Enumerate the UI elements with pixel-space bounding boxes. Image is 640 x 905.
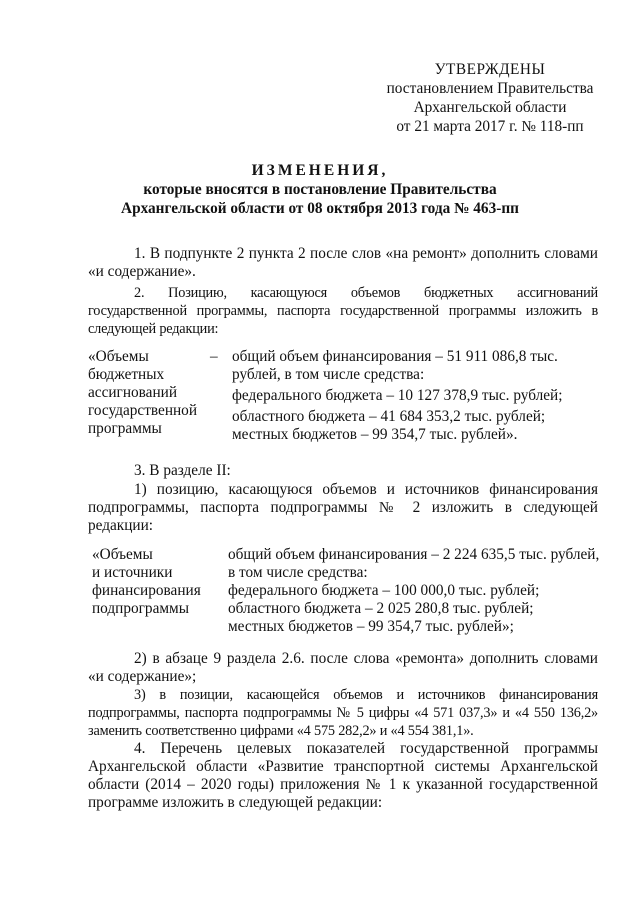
paragraph-item-3-heading: 3. В разделе II: <box>134 462 231 479</box>
table2-value <box>228 546 599 636</box>
table2-label-line: подпрограммы <box>92 600 190 617</box>
paragraph-item-4: 4. Перечень целевых показателей государственной программы Архангельской области «Развитие транспортной системы Архангельской области (2014 – 2020 годы) приложения № 1 к указанной государственной программе изложить в следующей редакции: <box>88 740 598 811</box>
approval-line: Архангельской области <box>413 99 567 116</box>
table1-value-line: местных бюджетов – 99 354,7 тыс. рублей». <box>232 426 518 443</box>
paragraph-item-3-3: 3) в позиции, касающейся объемов и источников финансирования подпрограммы, паспорта подпрограммы № 5 цифры «4 571 037,3» и «4 550 136,2» заменить соответственно цифрами «4 575 282,2» и «4 554 381,1». <box>88 687 598 739</box>
table1-label-line: ассигнований <box>88 384 178 401</box>
table2-value-line: местных бюджетов – 99 354,7 тыс. рублей»; <box>228 618 514 635</box>
paragraph-item-1: 1. В подпункте 2 пункта 2 после слов «на ремонт» дополнить словами «и содержание». <box>88 245 598 280</box>
table1-value-line: областного бюджета – 41 684 353,2 тыс. рублей; <box>232 408 546 425</box>
approval-line: постановлением Правительства <box>386 80 594 97</box>
table2-value-line: общий объем финансирования – 2 224 635,5 тыс. рублей, <box>228 546 600 563</box>
table1-label-line: программы <box>88 420 162 437</box>
table1-value-line: федерального бюджета – 10 127 378,9 тыс. рублей; <box>232 387 563 404</box>
document-subtitle: Архангельской области от 08 октября 2013 года № 463-пп <box>121 200 519 217</box>
approval-heading: УТВЕРЖДЕНЫ <box>434 61 546 78</box>
table1-label <box>88 348 197 438</box>
table2-value-line: областного бюджета – 2 025 280,8 тыс. рублей; <box>228 600 534 617</box>
table2-label <box>92 546 201 618</box>
table1-label-line: «Объемы <box>88 348 149 365</box>
table1-value <box>232 348 562 444</box>
table1-value-line: общий объем финансирования – 51 911 086,8 тыс. <box>232 348 558 365</box>
document-subtitle: которые вносятся в постановление Правительства <box>143 181 497 198</box>
table1-dash: – <box>210 348 218 365</box>
table2-label-line: «Объемы <box>92 546 153 563</box>
table1-label-line: бюджетных <box>88 366 165 383</box>
paragraph-item-3-2: 2) в абзаце 9 раздела 2.6. после слова «ремонта» дополнить словами «и содержание»; <box>88 650 598 685</box>
table2-value-line: федерального бюджета – 100 000,0 тыс. рублей; <box>228 582 540 599</box>
paragraph-item-2: 2. Позицию, касающуюся объемов бюджетных ассигнований государственной программы, паспорта государственной программы изложить в следующей редакции: <box>88 285 598 337</box>
table1-label-line: государственной <box>88 402 198 419</box>
paragraph-item-3-1: 1) позицию, касающуюся объемов и источников финансирования подпрограммы, паспорта подпрограммы № 2 изложить в следующей редакции: <box>88 481 598 534</box>
document-title: ИЗМЕНЕНИЯ, <box>251 162 389 179</box>
table2-value-line: в том числе средства: <box>228 564 368 581</box>
approval-stamp <box>370 60 610 136</box>
table1-value-line: рублей, в том числе средства: <box>232 366 425 383</box>
approval-line: от 21 марта 2017 г. № 118-пп <box>396 118 584 135</box>
table2-label-line: финансирования <box>92 582 201 599</box>
table2-label-line: и источники <box>92 564 173 581</box>
